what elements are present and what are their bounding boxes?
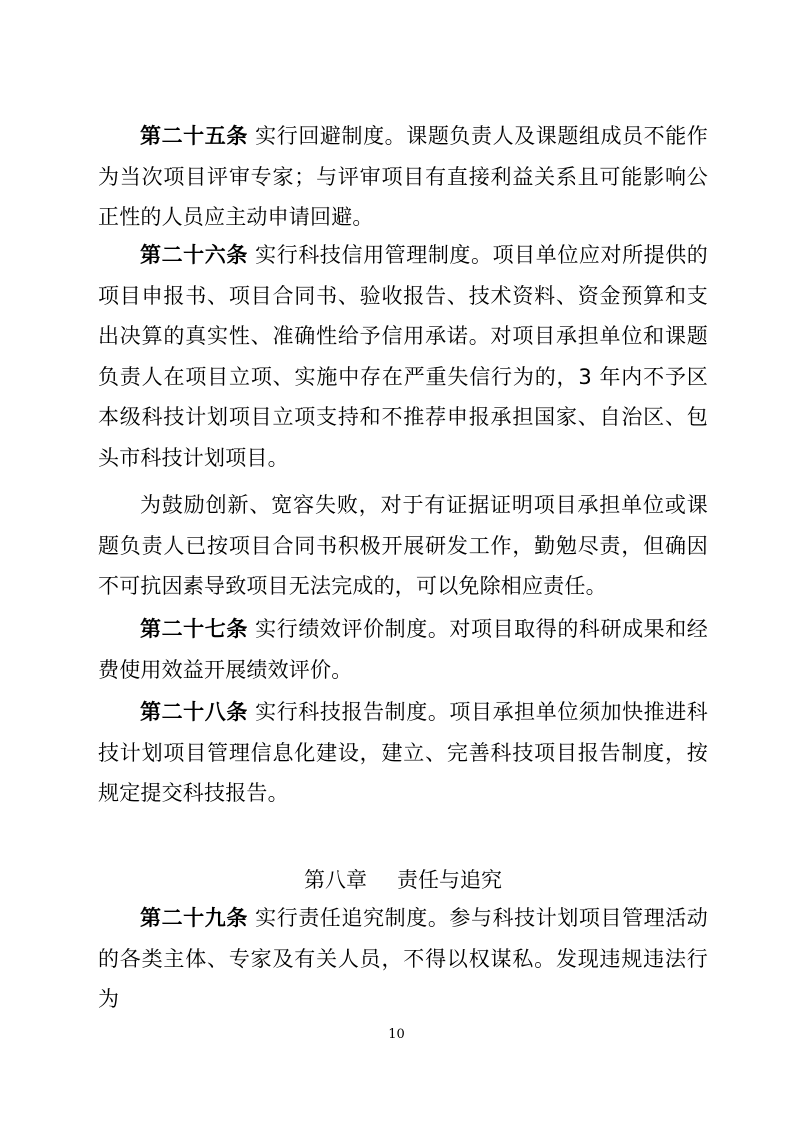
article-number: 第二十九条 [140,906,248,930]
paragraph-text: 为鼓励创新、宽容失败，对于有证据证明项目承担单位或课题负责人已按项目合同书积极开展研发工作，勤勉尽责，但确因不可抗因素导致项目无法完成的，可以免除相应责任。 [98,493,708,598]
article-26 [98,235,708,478]
article-text: 实行绩效评价制度。对项目取得的科研成果和经费使用效益开展绩效评价。 [98,617,709,682]
article-29 [98,898,708,1020]
article-number: 第二十七条 [140,617,248,641]
chapter-title: 责任与追究 [397,868,502,892]
article-text: 实行科技信用管理制度。项目单位应对所提供的项目申报书、项目合同书、验收报告、技术资料、资金预算和支出决算的真实性、准确性给予信用承诺。对项目承担单位和课题负责人在项目立项、实施中存在严重失信行为的，3 年内不予区本级科技计划项目立项支持和不推荐申报承担国家、自治区、包头市科技计划项目。 [98,243,709,470]
article-text: 实行回避制度。课题负责人及课题组成员不能作为当次项目评审专家；与评审项目有直接利益关系且可能影响公正性的人员应主动申请回避。 [98,124,709,229]
article-number: 第二十五条 [140,124,248,148]
article-number: 第二十八条 [140,700,248,724]
article-25 [98,116,708,238]
page-number: 10 [388,1027,405,1042]
article-text: 实行责任追究制度。参与科技计划项目管理活动的各类主体、专家及有关人员，不得以权谋私。发现违规违法行为 [98,906,709,1011]
chapter-heading [98,860,708,900]
article-text: 实行科技报告制度。项目承担单位须加快推进科技计划项目管理信息化建设，建立、完善科技项目报告制度，按规定提交科技报告。 [98,700,709,805]
chapter-number: 第八章 [304,868,367,892]
article-27 [98,609,708,690]
paragraph-tolerance [98,485,708,607]
article-28 [98,692,708,814]
article-number: 第二十六条 [140,243,248,267]
